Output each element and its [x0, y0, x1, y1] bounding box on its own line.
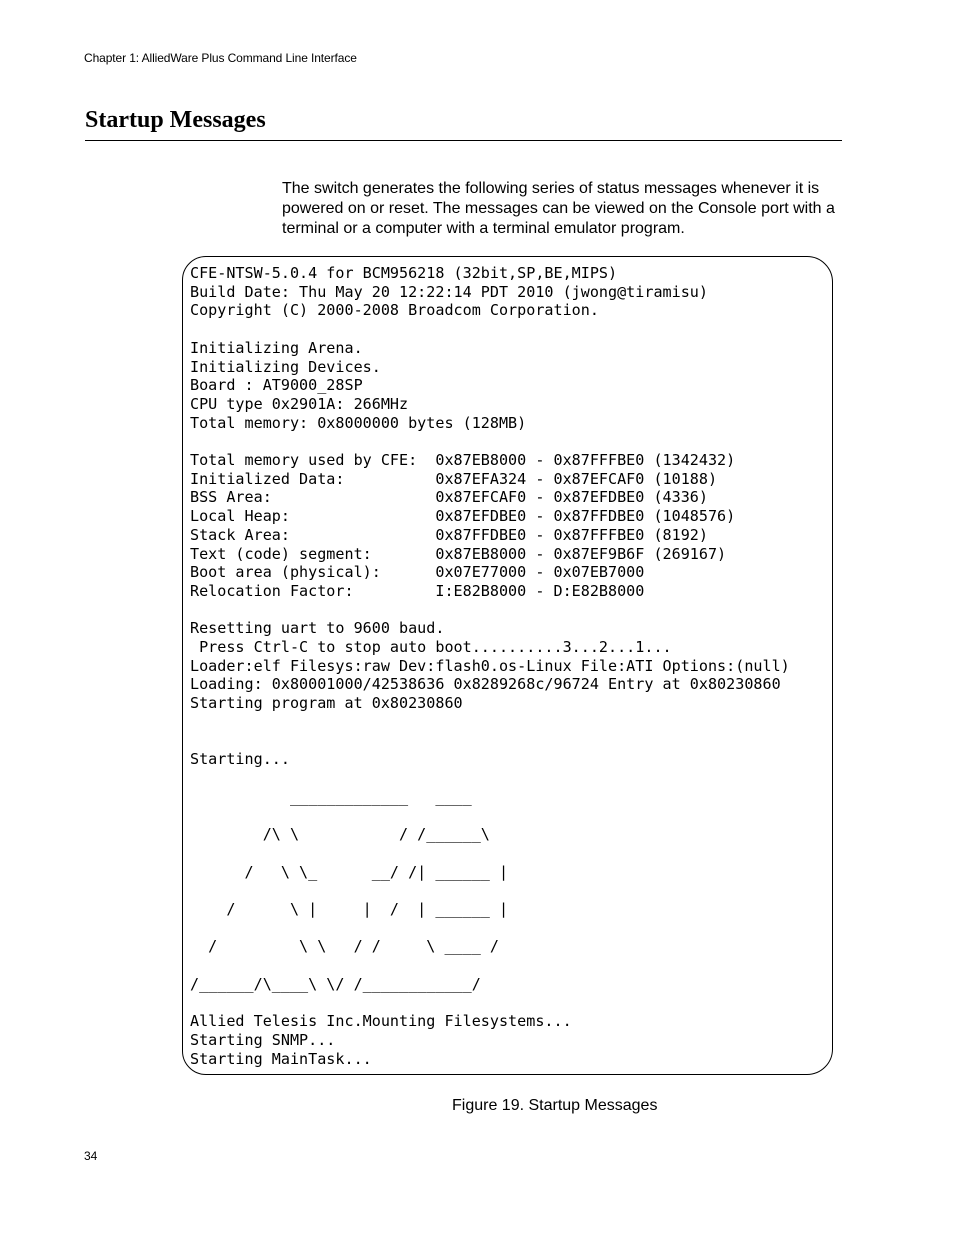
intro-paragraph: The switch generates the following series of status messages whenever it is powered on or reset. The messages can be viewed on the Console port with a terminal or a computer with a terminal emulator program. — [282, 180, 835, 237]
console-output: CFE-NTSW-5.0.4 for BCM956218 (32bit,SP,BE,MIPS) Build Date: Thu May 20 12:22:14 PDT 2010 (jwong@tiramisu) Copyright (C) 2000-2008 Broadcom Corporation. Initializing Arena. Initializing Devices. Board : AT9000_28SP CPU type 0x2901A: 266MHz Total memory: 0x8000000 bytes (128MB) Total memory used by CFE: 0x87EB8000 - 0x87FFFBE0 (1342432) Initialized Data: 0x87EFA324 - 0x87EFCAF0 (10188) BSS Area: 0x87EFCAF0 - 0x87EFDBE0 (4336) Local Heap: 0x87EFDBE0 - 0x87FFDBE0 (1048576) Stack Area: 0x87FFDBE0 - 0x87FFFBE0 (8192) Text (code) segment: 0x87EB8000 - 0x87EF9B6F (269167) Boot area (physical): 0x07E77000 - 0x07EB7000 Relocation Factor: I:E82B8000 - D:E82B8000 Resetting uart to 9600 baud. Press Ctrl-C to stop auto boot..........3...2...1... Loader:elf Filesys:raw Dev:flash0.os-Linux File:ATI Options:(null) Loading: 0x80001000/42538636 0x8289268c/96724 Entry at 0x80230860 Starting program at 0x80230860 Starting... _____________ ____ /\ \ / /______\ / \ \_ __/ /| ______ | / \ | | / | ______ | / \ \ / / \ ____ / /______/\____\ \/ /____________/ Allied Telesis Inc.Mounting Filesystems... Starting SNMP... Starting MainTask... — [190, 264, 790, 1068]
figure-caption: Figure 19. Startup Messages — [452, 1097, 658, 1114]
page-number: 34 — [84, 1149, 98, 1163]
section-title: Startup Messages — [85, 107, 266, 133]
title-rule — [85, 140, 842, 141]
running-header: Chapter 1: AlliedWare Plus Command Line Interface — [84, 51, 357, 65]
